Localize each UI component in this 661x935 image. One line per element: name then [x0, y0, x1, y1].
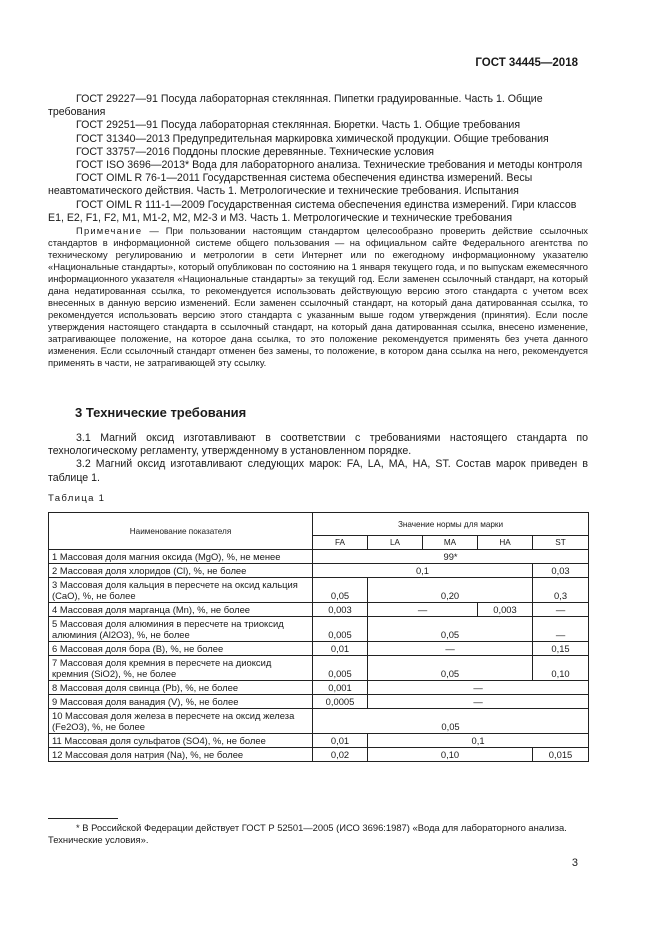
note-text: — При пользовании настоящим стандартом целесообразно проверить действие ссылочных стандартов в информационной системе общего пользования — на официальном сайте Федерального агентства по техническому регулированию и метрологии в сети Интернет или по ежегодному информационному указателю «Национальные стандарты», который опубликован по состоянию на 1 января текущего года, и по выпускам ежемесячного информационного указателя «Национальные стандарты» за текущий год. Если заменен ссылочный стандарт, на который дана недатированная ссылка, то рекомендуется использовать действующую версию этого стандарта с учетом всех внесенных в данную версию изменений. Если заменен ссылочный стандарт, на который дана датированная ссылка, то рекомендуется использовать версию этого стандарта с указанным выше годом утверждения (принятия). Если после утверждения настоящего стандарта в ссылочный стандарт, на который дана датированная ссылка, внесено изменение, затрагивающее положение, на которое дана ссылка, то это положение рекомендуется применять без учета данного изменения. Если ссылочный стандарт отменен без замены, то положение, в котором дана ссылка на него, рекомендуется применять в части, не затрагивающей эту ссылку. — [48, 225, 588, 369]
table-cell: 0,10 — [533, 656, 589, 681]
indicator-name: 3 Массовая доля кальция в пересчете на оксид кальция (CaO), %, не более — [49, 578, 313, 603]
indicator-name: 1 Массовая доля магния оксида (MgO), %, не менее — [49, 550, 313, 564]
section-title: 3 Технические требования — [75, 405, 247, 420]
table-cell: 0,1 — [313, 564, 533, 578]
table-row — [49, 681, 589, 695]
footnote: * В Российской Федерации действует ГОСТ Р 52501—2005 (ИСО 3696:1987) «Вода для лабораторного анализа. Технические условия». — [48, 822, 567, 845]
table-row — [49, 617, 589, 642]
composition-table — [48, 512, 589, 762]
table-cell: 0,03 — [533, 564, 589, 578]
table-cell: 0,0005 — [313, 695, 368, 709]
note-label: Примечание — [76, 225, 143, 237]
reference-item: ГОСТ ISO 3696—2013* Вода для лабораторного анализа. Технические требования и методы контроля — [76, 159, 583, 172]
header-grade-group: Значение нормы для марки — [313, 513, 589, 536]
grade-header: LA — [368, 536, 423, 550]
table-cell: 0,003 — [478, 603, 533, 617]
indicator-name: 11 Массовая доля сульфатов (SO4), %, не более — [49, 734, 313, 748]
section-body — [48, 432, 588, 485]
table-row — [49, 748, 589, 762]
indicator-name: 10 Массовая доля железа в пересчете на оксид железа (Fe2O3), %, не более — [49, 709, 313, 734]
table-row — [49, 656, 589, 681]
footnote-divider — [48, 818, 118, 819]
page-number: 3 — [571, 857, 578, 869]
indicator-name: 8 Массовая доля свинца (Pb), %, не более — [49, 681, 313, 695]
table-cell: 0,05 — [313, 578, 368, 603]
table-cell: 0,005 — [313, 656, 368, 681]
note-paragraph — [48, 225, 588, 369]
table-cell: 0,05 — [368, 617, 533, 642]
references-list — [48, 93, 588, 369]
reference-item: ГОСТ 29227—91 Посуда лабораторная стеклянная. Пипетки градуированные. Часть 1. Общие требования — [48, 93, 543, 119]
document-header: ГОСТ 34445—2018 — [475, 57, 578, 69]
table-cell: 0,003 — [313, 603, 368, 617]
table-header-row — [49, 513, 589, 536]
table-row — [49, 564, 589, 578]
reference-item: ГОСТ OIML R 76-1—2011 Государственная система обеспечения единства измерений. Весы неавтоматического действия. Часть 1. Метрологические и технические требования. Испытания — [48, 172, 533, 198]
table-cell: 0,05 — [368, 656, 533, 681]
table-cell: 0,1 — [368, 734, 589, 748]
table-cell: — — [368, 603, 478, 617]
table-row — [49, 578, 589, 603]
table-cell: 0,02 — [313, 748, 368, 762]
indicator-name: 4 Массовая доля марганца (Mn), %, не более — [49, 603, 313, 617]
table-cell: — — [533, 617, 589, 642]
table-cell: — — [368, 681, 589, 695]
table-row — [49, 642, 589, 656]
reference-item: ГОСТ 33757—2016 Поддоны плоские деревянные. Технические условия — [76, 145, 435, 158]
table-row — [49, 550, 589, 564]
table-cell: — — [368, 642, 533, 656]
table-cell: 0,005 — [313, 617, 368, 642]
table-cell: — — [533, 603, 589, 617]
reference-item: ГОСТ 31340—2013 Предупредительная маркировка химической продукции. Общие требования — [76, 132, 549, 145]
table-row — [49, 695, 589, 709]
table-cell: 0,20 — [368, 578, 533, 603]
table-cell: 0,05 — [313, 709, 589, 734]
indicator-name: 6 Массовая доля бора (B), %, не более — [49, 642, 313, 656]
indicator-name: 5 Массовая доля алюминия в пересчете на триоксид алюминия (Al2O3), %, не более — [49, 617, 313, 642]
reference-item: ГОСТ OIML R 111-1—2009 Государственная система обеспечения единства измерений. Гири классов E1, E2, F1, F2, M1, M1-2, M2, M2-3 и M3. Часть 1. Метрологические и технические требования — [48, 198, 577, 224]
grade-header: ST — [533, 536, 589, 550]
reference-item: ГОСТ 29251—91 Посуда лабораторная стеклянная. Бюретки. Часть 1. Общие требования — [76, 119, 521, 132]
table-cell: 0,01 — [313, 642, 368, 656]
table-cell: 0,01 — [313, 734, 368, 748]
table-cell: 0,15 — [533, 642, 589, 656]
header-indicator-name: Наименование показателя — [49, 513, 313, 550]
table-cell: 0,001 — [313, 681, 368, 695]
indicator-name: 12 Массовая доля натрия (Na), %, не более — [49, 748, 313, 762]
table-cell: 99* — [313, 550, 589, 564]
indicator-name: 2 Массовая доля хлоридов (Cl), %, не более — [49, 564, 313, 578]
table-caption: Таблица 1 — [48, 493, 106, 504]
grade-header: FA — [313, 536, 368, 550]
table-row — [49, 709, 589, 734]
paragraph-3-2: 3.2 Магний оксид изготавливают следующих марок: FA, LA, MA, HA, ST. Состав марок приведен в таблице 1. — [48, 458, 588, 484]
indicator-name: 7 Массовая доля кремния в пересчете на диоксид кремния (SiO2), %, не более — [49, 656, 313, 681]
grade-header: HA — [478, 536, 533, 550]
table-row — [49, 734, 589, 748]
table-row — [49, 603, 589, 617]
paragraph-3-1: 3.1 Магний оксид изготавливают в соответствии с требованиями настоящего стандарта по технологическому регламенту, утвержденному в установленном порядке. — [48, 432, 588, 458]
table-cell: 0,015 — [533, 748, 589, 762]
table-cell: — — [368, 695, 589, 709]
grade-header: MA — [423, 536, 478, 550]
indicator-name: 9 Массовая доля ванадия (V), %, не более — [49, 695, 313, 709]
table-cell: 0,3 — [533, 578, 589, 603]
table-cell: 0,10 — [368, 748, 533, 762]
